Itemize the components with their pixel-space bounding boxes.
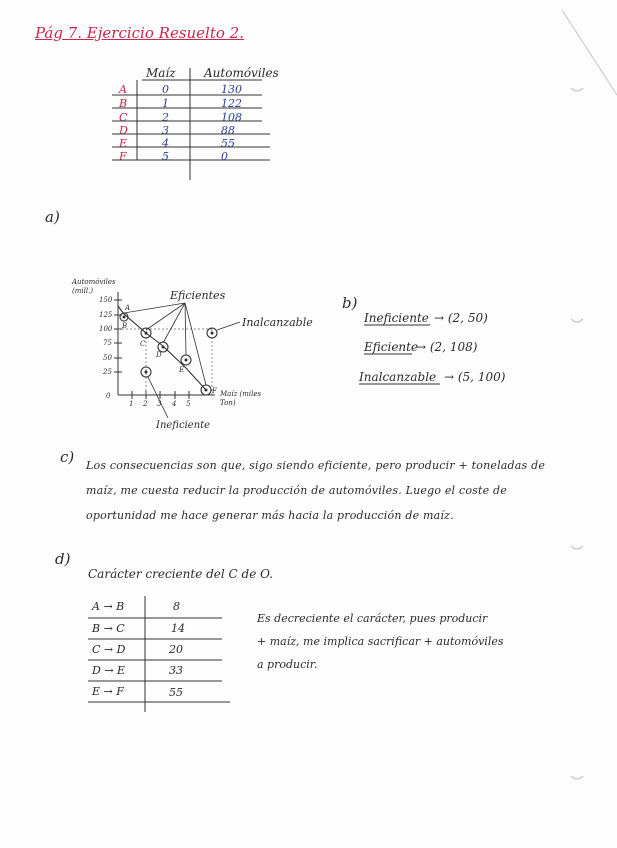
graph-point-letter: B <box>122 322 128 330</box>
table-cell-auto: 88 <box>221 124 235 137</box>
paper-fold-line <box>562 10 617 95</box>
table-cell-auto: 0 <box>221 150 228 163</box>
table-row-letter: E <box>119 137 128 150</box>
table-cell-auto: 108 <box>221 111 242 124</box>
y-tick-label: 125 <box>99 311 113 319</box>
cost-row-label: E → F <box>92 685 124 698</box>
table-cell-maiz: 2 <box>162 111 169 124</box>
ineficiente-pointer <box>148 377 168 418</box>
cost-row-label: B → C <box>92 622 125 635</box>
table-cell-maiz: 1 <box>162 97 169 110</box>
x-tick-label: 4 <box>172 400 177 408</box>
y-tick-label: 25 <box>103 368 112 376</box>
table-cell-auto: 122 <box>221 97 242 110</box>
table-cell-maiz: 3 <box>162 124 169 137</box>
label-ineficiente: Ineficiente <box>156 420 211 431</box>
label-inalcanzable: Inalcanzable <box>242 316 313 329</box>
graph-point-letter: D <box>156 351 162 359</box>
section-a-label: a) <box>45 208 60 226</box>
table-row-letter: B <box>119 97 128 110</box>
d-explanation-line: a producir. <box>257 658 318 671</box>
section-b-label: b) <box>342 294 358 312</box>
table-row-letter: D <box>119 124 128 137</box>
table-cell-auto: 130 <box>221 83 242 96</box>
graph-point-letter: C <box>140 340 146 348</box>
table-cell-auto: 55 <box>221 137 235 150</box>
cost-row-value: 55 <box>169 686 183 699</box>
b-item-value: → (2, 108) <box>416 340 478 354</box>
b-item-value: → (5, 100) <box>444 370 506 384</box>
graph-point-letter: A <box>125 304 131 312</box>
c-text-line: oportunidad me hace generar más hacia la producción de maíz. <box>86 509 454 522</box>
table-cell-maiz: 0 <box>162 83 169 96</box>
graph-point-letter: E <box>179 366 185 374</box>
cost-row-value: 14 <box>171 622 185 635</box>
table-cell-maiz: 5 <box>162 150 169 163</box>
x-tick-label: 0 <box>106 392 111 400</box>
graph-points <box>120 313 217 395</box>
table-header-automoviles: Automóviles <box>204 66 279 80</box>
cost-row-label: A → B <box>92 600 125 613</box>
cost-row-value: 20 <box>169 643 183 656</box>
b-item-name: Ineficiente <box>364 311 429 325</box>
punch-hole <box>571 776 583 779</box>
y-tick-label: 50 <box>103 354 112 362</box>
d-heading: Carácter creciente del C de O. <box>88 567 274 581</box>
x-tick-label: 3 <box>157 400 162 408</box>
table-header-maiz: Maíz <box>146 66 176 80</box>
label-eficientes: Eficientes <box>170 289 226 302</box>
graph-point-letter: F <box>212 387 217 395</box>
b-item-name: Eficiente <box>364 340 419 354</box>
cost-row-value: 8 <box>173 600 180 613</box>
punch-hole <box>571 88 583 91</box>
c-text-line: maíz, me cuesta reducir la producción de automóviles. Luego el coste de <box>86 484 507 497</box>
eficientes-pointer-lines <box>124 303 206 385</box>
cost-row-value: 33 <box>169 664 183 677</box>
punch-hole <box>571 546 583 549</box>
c-text-line: Los consecuencias son que, sigo siendo eficiente, pero producir + toneladas de <box>86 459 546 472</box>
inalcanzable-pointer <box>217 322 240 330</box>
punch-hole <box>571 319 583 322</box>
table-cell-maiz: 4 <box>162 137 169 150</box>
table-grid <box>112 68 270 180</box>
table-row-letter: A <box>119 83 127 96</box>
x-tick-label: 1 <box>129 400 134 408</box>
d-explanation-line: + maíz, me implica sacrificar + automóviles <box>257 635 504 648</box>
b-item-value: → (2, 50) <box>434 311 488 325</box>
graph-x-axis-label: Maíz (miles Ton) <box>220 390 262 407</box>
section-c-label: c) <box>60 448 75 466</box>
b-item-name: Inalcanzable <box>359 370 437 384</box>
y-tick-label: 100 <box>99 325 113 333</box>
graph-y-axis-label: Automóviles (mill.) <box>72 278 116 295</box>
section-d-label: d) <box>55 550 71 568</box>
graph-point-dots <box>123 316 214 392</box>
y-tick-label: 75 <box>103 339 112 347</box>
table-row-letter: C <box>119 111 128 124</box>
x-tick-label: 2 <box>143 400 148 408</box>
d-explanation-line: Es decreciente el carácter, pues producir <box>257 612 488 625</box>
cost-row-label: C → D <box>92 643 126 656</box>
page-title: Pág 7. Ejercicio Resuelto 2. <box>35 24 244 42</box>
y-tick-label: 150 <box>99 296 113 304</box>
cost-row-label: D → E <box>92 664 126 677</box>
x-tick-label: 5 <box>186 400 191 408</box>
table-row-letter: F <box>119 150 127 163</box>
